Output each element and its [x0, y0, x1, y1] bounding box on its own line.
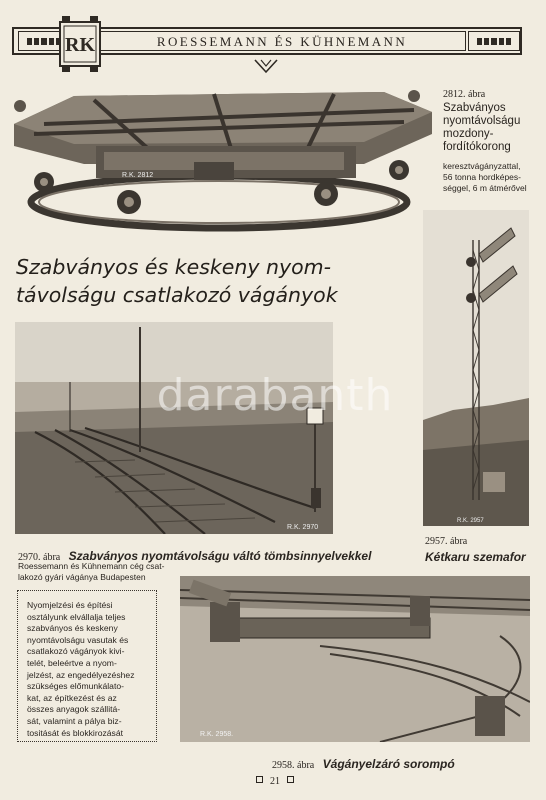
header-ornament	[253, 58, 279, 74]
fig-2958-title: Vágányelzáró sorompó	[322, 757, 455, 771]
fig-2812-desc-line: keresztvágányzattal,	[443, 161, 521, 171]
fig-2812-desc-line: 56 tonna hordképes-	[443, 172, 521, 182]
headline-line-2: távolságu csatlakozó vágányok	[16, 283, 338, 307]
barrier-plate: R.K. 2958.	[200, 731, 234, 738]
company-name: ROESSEMANN ÉS KÜHNEMANN	[156, 34, 408, 49]
svg-text:RK: RK	[65, 34, 95, 56]
text-line: sát, valamint a pálya biz-	[27, 715, 122, 726]
text-line: szabványos és keskeny	[27, 623, 118, 634]
fig-2970-number: 2970. ábra	[18, 552, 61, 563]
page-number: 21	[270, 776, 280, 787]
fig-2957-number: 2957. ábra	[425, 536, 468, 547]
text-line: jelzést, az engedélyezéshez	[27, 669, 135, 680]
text-line: tositását és blokkirozását	[27, 727, 124, 738]
fig-2812-number: 2812. ábra	[443, 89, 486, 100]
text-line: kat, az építkezést és az	[27, 692, 117, 703]
services-text-box	[17, 590, 157, 742]
fig-2970-title: Szabványos nyomtávolságu váltó tömbsinnyelvekkel	[68, 549, 372, 563]
company-logo	[59, 16, 101, 72]
text-line: csatlakozó vágányok kivi-	[27, 646, 125, 657]
fig-2957-title: Kétkaru szemafor	[425, 550, 526, 564]
fig-2812-title-line: fordítókorong	[443, 141, 511, 153]
text-line: nyomtávolságu vasutak és	[27, 634, 129, 645]
fig-2812-title-line: mozdony-	[443, 128, 494, 140]
barrier-photo	[180, 576, 530, 742]
footer-square-right	[287, 776, 294, 783]
fig-2970-desc-line: lakozó gyári vágánya Budapesten	[18, 572, 146, 582]
text-line: szükséges előmunkálato-	[27, 681, 124, 692]
semaphore-photo	[423, 210, 529, 526]
headline-line-1: Szabványos és keskeny nyom-	[16, 255, 332, 279]
track-plate: R.K. 2970	[287, 524, 319, 531]
fig-2812-desc-line: séggel, 6 m átmérővel	[443, 183, 527, 193]
watermark: darabanth	[156, 370, 394, 421]
fig-2958-caption	[272, 755, 455, 773]
footer-square-left	[256, 776, 263, 783]
fig-2958-number: 2958. ábra	[272, 760, 315, 771]
fig-2970-description	[18, 561, 168, 583]
text-line: összes anyagok szállitá-	[27, 704, 121, 715]
turntable-photo	[4, 84, 434, 234]
text-line: telét, beleértve a nyom-	[27, 657, 117, 668]
fig-2812-title-line: Szabványos	[443, 102, 506, 114]
semaphore-plate: R.K. 2957	[457, 518, 484, 524]
turntable-plate: R.K. 2812	[122, 172, 154, 179]
fig-2812-title	[443, 102, 520, 154]
track-switch-photo	[15, 322, 333, 534]
fig-2812-title-line: nyomtávolságu	[443, 115, 521, 127]
text-line: Nyomjelzési és építési	[27, 600, 113, 610]
header-right-dots	[477, 38, 511, 45]
header-left-dots	[27, 38, 61, 45]
page-footer	[230, 776, 320, 787]
fig-2970-desc-line: Roessemann és Kühnemann cég csat-	[18, 561, 165, 571]
text-line: osztályunk elvállalja teljes	[27, 611, 126, 622]
fig-2812-description	[443, 161, 543, 194]
